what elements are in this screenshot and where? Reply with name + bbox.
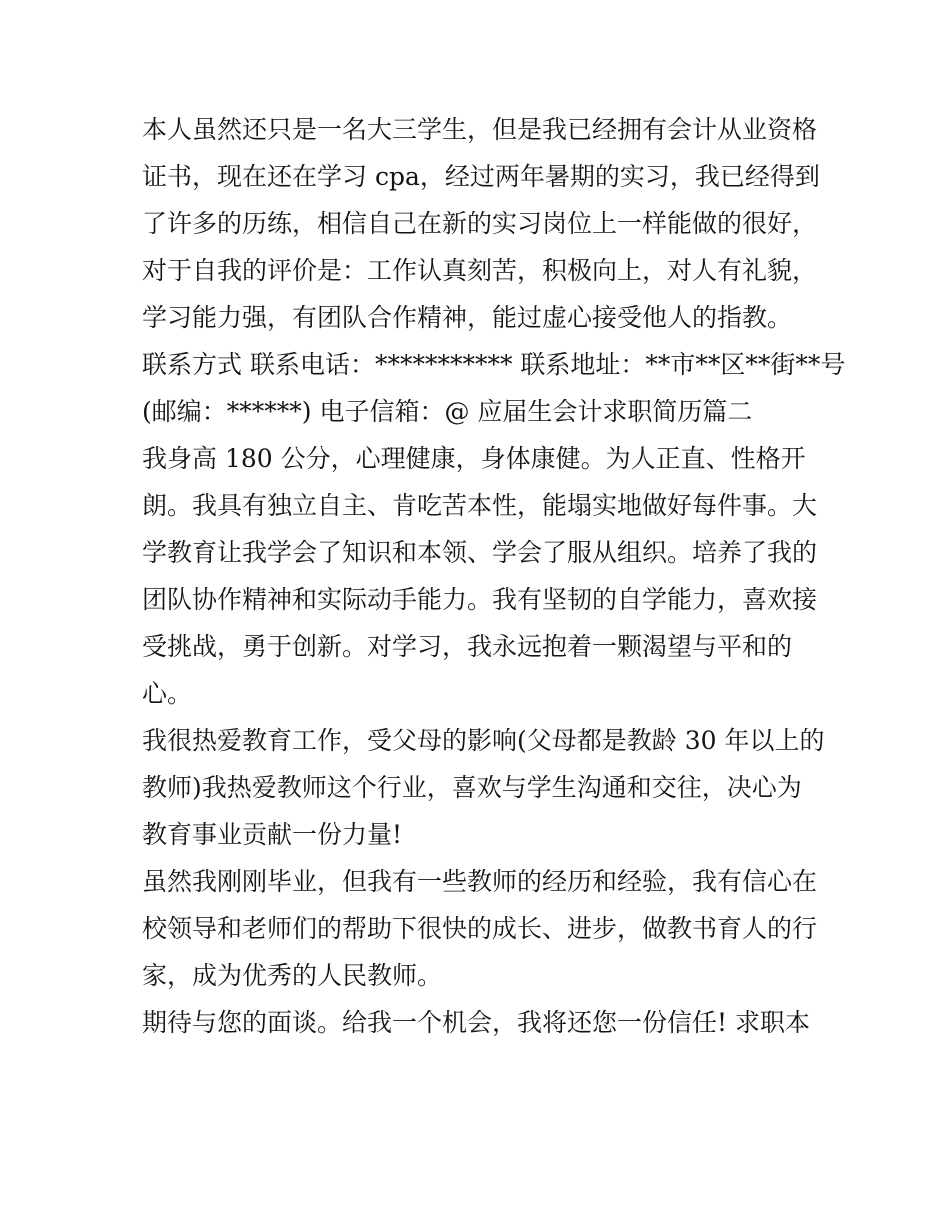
text-line: 家，成为优秀的人民教师。 (142, 961, 443, 990)
text-line: 教师)我热爱教师这个行业，喜欢与学生沟通和交往，决心为 (142, 773, 802, 802)
text-line: 期待与您的面谈。给我一个机会，我将还您一份信任! 求职本 (142, 1008, 810, 1037)
text-line: 对于自我的评价是：工作认真刻苦，积极向上，对人有礼貌， (142, 256, 818, 285)
text-line: 我身高 180 公分，心理健康，身体康健。为人正直、性格开 (142, 444, 806, 473)
text-line: 学习能力强，有团队合作精神，能过虚心接受他人的指教。 (142, 303, 793, 332)
text-line: 证书，现在还在学习 cpa，经过两年暑期的实习，我已经得到 (142, 162, 820, 191)
text-line: 虽然我刚刚毕业，但我有一些教师的经历和经验，我有信心在 (142, 867, 818, 896)
text-line: 了许多的历练，相信自己在新的实习岗位上一样能做的很好， (142, 209, 818, 238)
text-line: 受挑战，勇于创新。对学习，我永远抱着一颗渴望与平和的 (142, 632, 793, 661)
text-line: 我很热爱教育工作，受父母的影响(父母都是教龄 30 年以上的 (142, 726, 825, 755)
text-line: 团队协作精神和实际动手能力。我有坚韧的自学能力，喜欢接 (142, 585, 818, 614)
text-line: 心。 (142, 679, 193, 708)
text-line: 朗。我具有独立自主、肯吃苦本性，能塌实地做好每件事。大 (142, 491, 818, 520)
text-line: 教育事业贡献一份力量! (142, 820, 403, 849)
text-line: 本人虽然还只是一名大三学生，但是我已经拥有会计从业资格 (142, 115, 818, 144)
contact-line: (邮编：******) 电子信箱：@ 应届生会计求职简历篇二 (142, 397, 753, 426)
text-line: 校领导和老师们的帮助下很快的成长、进步，做教书育人的行 (142, 914, 818, 943)
document-body (142, 106, 846, 1046)
text-line: 学教育让我学会了知识和本领、学会了服从组织。培养了我的 (142, 538, 818, 567)
contact-line: 联系方式 联系电话：*********** 联系地址：**市**区**街**号 (142, 350, 846, 379)
